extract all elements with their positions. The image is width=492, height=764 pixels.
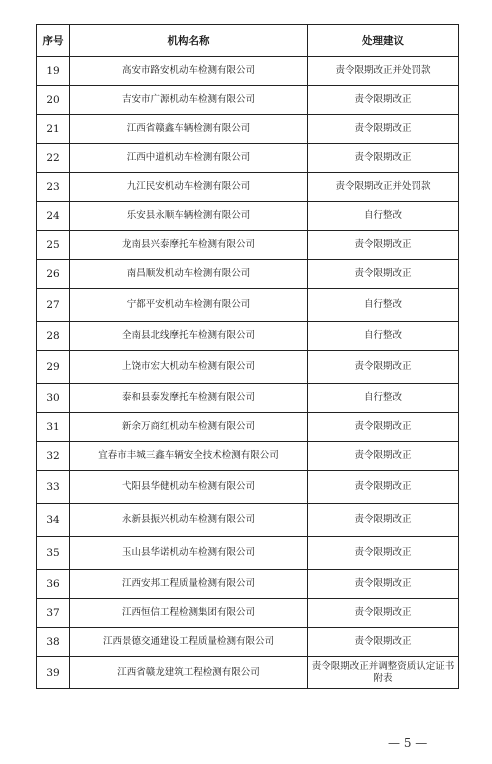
row-institution-name: 南昌顺发机动车检测有限公司 [70,260,308,289]
row-serial-number: 30 [37,384,70,413]
row-handling-advice: 责令限期改正 [308,351,459,384]
header-institution-name: 机构名称 [70,25,308,57]
row-serial-number: 37 [37,599,70,628]
row-serial-number: 24 [37,202,70,231]
row-serial-number: 35 [37,537,70,570]
table-row [37,471,459,504]
row-serial-number: 27 [37,289,70,322]
row-serial-number: 39 [37,657,70,689]
table-row [37,231,459,260]
row-handling-advice: 自行整改 [308,322,459,351]
row-handling-advice: 责令限期改正 [308,570,459,599]
row-handling-advice: 责令限期改正 [308,144,459,173]
header-serial-number: 序号 [37,25,70,57]
table-row [37,202,459,231]
row-handling-advice: 责令限期改正 [308,86,459,115]
row-serial-number: 32 [37,442,70,471]
row-handling-advice: 责令限期改正并处罚款 [308,173,459,202]
row-serial-number: 36 [37,570,70,599]
row-handling-advice: 责令限期改正并调整资质认定证书附表 [308,657,459,689]
table-row [37,115,459,144]
table-body [37,57,459,689]
row-institution-name: 全南县北线摩托车检测有限公司 [70,322,308,351]
row-institution-name: 江西景德交通建设工程质量检测有限公司 [70,628,308,657]
row-handling-advice: 责令限期改正 [308,599,459,628]
row-institution-name: 宜春市丰城三鑫车辆安全技术检测有限公司 [70,442,308,471]
row-handling-advice: 自行整改 [308,289,459,322]
table-row [37,504,459,537]
row-handling-advice: 责令限期改正 [308,260,459,289]
row-serial-number: 28 [37,322,70,351]
page-number: — 5 — [388,736,428,750]
row-serial-number: 31 [37,413,70,442]
row-serial-number: 19 [37,57,70,86]
row-handling-advice: 责令限期改正 [308,413,459,442]
table-row [37,384,459,413]
table-row [37,57,459,86]
row-institution-name: 泰和县泰发摩托车检测有限公司 [70,384,308,413]
table-row [37,144,459,173]
row-serial-number: 26 [37,260,70,289]
table-row [37,570,459,599]
row-handling-advice: 责令限期改正并处罚款 [308,57,459,86]
row-handling-advice: 责令限期改正 [308,231,459,260]
row-handling-advice: 自行整改 [308,384,459,413]
row-serial-number: 33 [37,471,70,504]
row-institution-name: 龙南县兴泰摩托车检测有限公司 [70,231,308,260]
row-serial-number: 34 [37,504,70,537]
table-row [37,260,459,289]
row-handling-advice: 责令限期改正 [308,471,459,504]
row-serial-number: 23 [37,173,70,202]
row-institution-name: 永新县振兴机动车检测有限公司 [70,504,308,537]
row-institution-name: 弋阳县华健机动车检测有限公司 [70,471,308,504]
row-institution-name: 江西省赣鑫车辆检测有限公司 [70,115,308,144]
row-serial-number: 20 [37,86,70,115]
row-handling-advice: 责令限期改正 [308,504,459,537]
table-row [37,442,459,471]
row-institution-name: 江西安邦工程质量检测有限公司 [70,570,308,599]
table-row [37,322,459,351]
header-handling-advice: 处理建议 [308,25,459,57]
row-institution-name: 上饶市宏大机动车检测有限公司 [70,351,308,384]
row-serial-number: 21 [37,115,70,144]
table-row [37,351,459,384]
row-institution-name: 九江民安机动车检测有限公司 [70,173,308,202]
row-institution-name: 江西恒信工程检测集团有限公司 [70,599,308,628]
table-row [37,289,459,322]
table-header-row [37,25,459,57]
row-institution-name: 吉安市广源机动车检测有限公司 [70,86,308,115]
row-serial-number: 29 [37,351,70,384]
row-institution-name: 宁都平安机动车检测有限公司 [70,289,308,322]
row-handling-advice: 责令限期改正 [308,537,459,570]
row-handling-advice: 责令限期改正 [308,628,459,657]
institution-table [36,24,459,689]
row-institution-name: 江西省赣龙建筑工程检测有限公司 [70,657,308,689]
row-institution-name: 乐安县永顺车辆检测有限公司 [70,202,308,231]
table-row [37,628,459,657]
table-row [37,657,459,689]
row-handling-advice: 责令限期改正 [308,442,459,471]
row-serial-number: 38 [37,628,70,657]
table-row [37,537,459,570]
table-row [37,173,459,202]
row-institution-name: 新余万商红机动车检测有限公司 [70,413,308,442]
row-institution-name: 江西中道机动车检测有限公司 [70,144,308,173]
row-institution-name: 高安市路安机动车检测有限公司 [70,57,308,86]
row-institution-name: 玉山县华诺机动车检测有限公司 [70,537,308,570]
row-handling-advice: 责令限期改正 [308,115,459,144]
table-row [37,86,459,115]
row-serial-number: 25 [37,231,70,260]
row-serial-number: 22 [37,144,70,173]
table-row [37,413,459,442]
row-handling-advice: 自行整改 [308,202,459,231]
table-row [37,599,459,628]
